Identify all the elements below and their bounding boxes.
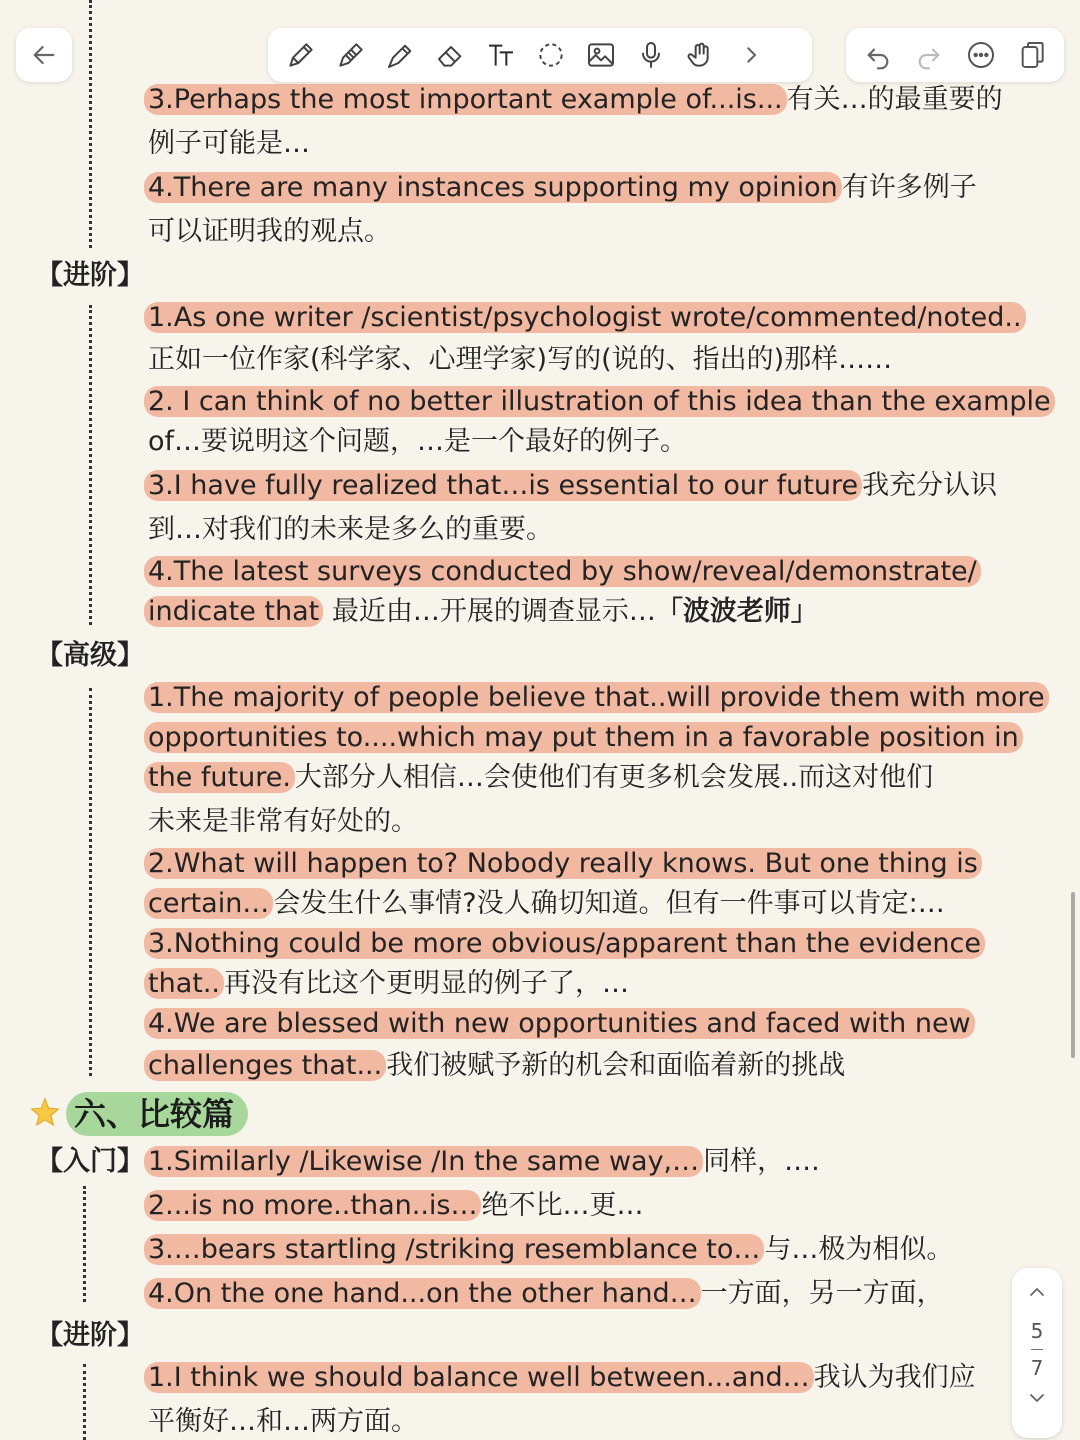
label-intro: 【入门】: [36, 1146, 144, 1177]
note-line: 未来是非常有好处的。: [148, 806, 418, 837]
total-page-number: 7: [1030, 1356, 1044, 1380]
pen-tool-button[interactable]: [276, 28, 326, 82]
note-line: 2. I can think of no better illustration of this idea than the example: [148, 384, 1055, 420]
note-line: 例子可能是…: [148, 128, 310, 159]
dotted-margin-line: [89, 305, 92, 625]
note-line: of…要说明这个问题，…是一个最好的例子。: [148, 426, 688, 457]
action-toolbar: [846, 28, 1064, 82]
toolbar-more-button[interactable]: [726, 28, 776, 82]
note-line: 3.Nothing could be more obvious/apparent than the evidence: [148, 926, 985, 962]
author-signature: 「波波老师」: [655, 596, 818, 627]
star-icon: [28, 1096, 62, 1130]
microphone-icon: [635, 39, 667, 71]
drawing-toolbar: [268, 28, 812, 82]
note-line: challenges that... 我们被赋予新的机会和面临着新的挑战: [148, 1048, 845, 1084]
pen-icon: [285, 39, 317, 71]
dotted-margin-line: [83, 1364, 86, 1440]
note-line: 4.We are blessed with new opportunities and faced with new: [148, 1006, 975, 1042]
chevron-right-icon: [735, 39, 767, 71]
text-tool-button[interactable]: [476, 28, 526, 82]
note-line: 到…对我们的未来是多么的重要。: [148, 514, 553, 545]
note-line: that.. 再没有比这个更明显的例子了，…: [148, 966, 629, 1002]
more-icon: [965, 39, 997, 71]
note-line: 3.Perhaps the most important example of...is... 有关…的最重要的: [148, 82, 1003, 118]
note-line: 4.The latest surveys conducted by show/reveal/demonstrate/: [148, 554, 981, 590]
note-line: 4.On the one hand...on the other hand… 一方面，另一方面，: [148, 1276, 944, 1312]
note-line: 2.What will happen to? Nobody really knows. But one thing is: [148, 846, 982, 882]
eraser-icon: [435, 39, 467, 71]
highlighter-icon: [335, 39, 367, 71]
undo-icon: [862, 39, 894, 71]
highlighter-tool-button[interactable]: [326, 28, 376, 82]
note-line: 1.I think we should balance well between...and… 我认为我们应: [148, 1360, 976, 1396]
redo-button[interactable]: [904, 28, 954, 82]
note-line: 2...is no more..than..is… 绝不比…更…: [148, 1188, 643, 1224]
dotted-margin-line: [83, 1186, 86, 1302]
note-line: 平衡好…和…两方面。: [148, 1406, 418, 1437]
current-page-number: 5: [1030, 1319, 1044, 1343]
dotted-margin-line: [89, 0, 92, 248]
note-line: opportunities to....which may put them in a favorable position in: [148, 720, 1023, 756]
note-line: 1.As one writer /scientist/psychologist wrote/commented/noted..: [148, 300, 1026, 336]
dotted-margin-line: [89, 688, 92, 1076]
gesture-icon: [685, 39, 717, 71]
lasso-tool-button[interactable]: [526, 28, 576, 82]
pages-button[interactable]: [1007, 28, 1057, 82]
lasso-icon: [535, 39, 567, 71]
note-line: 可以证明我的观点。: [148, 216, 391, 247]
note-line: 3.…bears startling /striking resemblance to… 与…极为相似。: [148, 1232, 953, 1268]
chevron-up-icon[interactable]: [1025, 1280, 1049, 1304]
note-line: 1.Similarly /Likewise /In the same way,… 同样，….: [148, 1144, 820, 1180]
label-advanced: 【进阶】: [36, 1320, 144, 1351]
note-line: 正如一位作家(科学家、心理学家)写的(说的、指出的)那样……: [148, 344, 893, 375]
eraser-tool-button[interactable]: [426, 28, 476, 82]
page-divider: [1031, 1349, 1043, 1350]
marker-icon: [385, 39, 417, 71]
voice-tool-button[interactable]: [626, 28, 676, 82]
chevron-down-icon[interactable]: [1025, 1386, 1049, 1410]
note-line: indicate that 最近由…开展的调查显示…「波波老师」: [148, 594, 818, 630]
pages-icon: [1016, 39, 1048, 71]
label-senior: 【高级】: [36, 640, 144, 671]
note-line: 4.There are many instances supporting my opinion 有许多例子: [148, 170, 977, 206]
section-title: 六、比较篇: [66, 1092, 248, 1136]
back-button[interactable]: [16, 28, 72, 82]
more-button[interactable]: [956, 28, 1006, 82]
gesture-tool-button[interactable]: [676, 28, 726, 82]
note-line: 1.The majority of people believe that..will provide them with more: [148, 680, 1049, 716]
image-tool-button[interactable]: [576, 28, 626, 82]
marker-tool-button[interactable]: [376, 28, 426, 82]
note-line: 3.I have fully realized that…is essential to our future 我充分认识: [148, 468, 997, 504]
text-icon: [485, 39, 517, 71]
page-navigator: [1012, 1268, 1062, 1438]
note-line: the future. 大部分人相信…会使他们有更多机会发展..而这对他们: [148, 760, 933, 796]
scrollbar-thumb[interactable]: [1071, 892, 1075, 1058]
note-line: certain… 会发生什么事情?没人确切知道。但有一件事可以肯定:…: [148, 886, 945, 922]
redo-icon: [913, 39, 945, 71]
image-icon: [585, 39, 617, 71]
undo-button[interactable]: [853, 28, 903, 82]
arrow-left-icon: [28, 39, 60, 71]
label-advanced: 【进阶】: [36, 260, 144, 291]
